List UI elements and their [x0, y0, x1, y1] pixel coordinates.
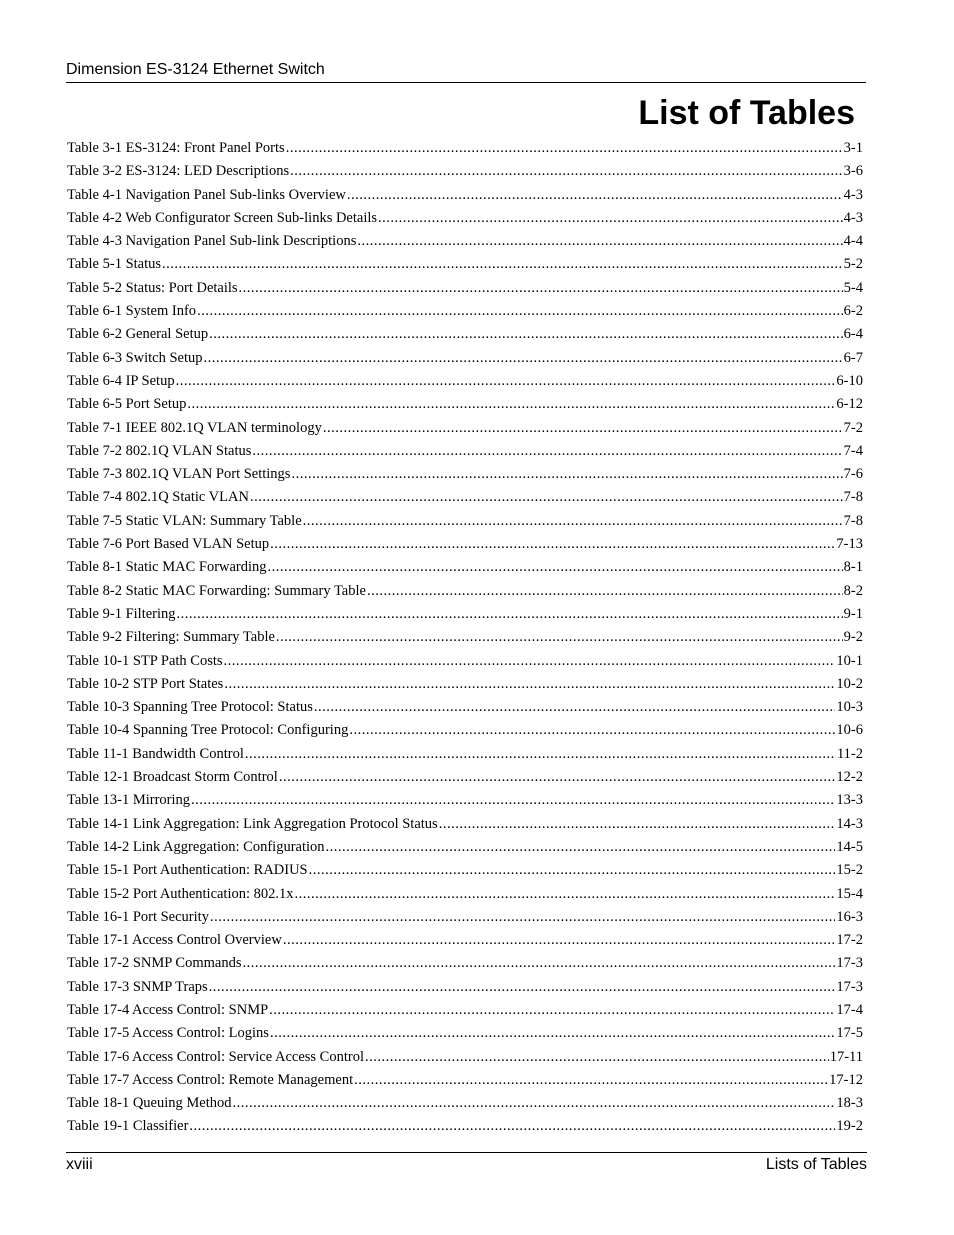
toc-entry-page: 7-6 — [843, 466, 863, 483]
toc-dot-leader — [209, 976, 836, 999]
toc-entry-label: Table 6-5 Port Setup — [67, 396, 187, 413]
page-header — [66, 60, 866, 83]
toc-entry[interactable] — [67, 929, 863, 952]
toc-entry-page: 17-5 — [836, 1025, 863, 1042]
toc-entry-page: 10-1 — [836, 652, 863, 669]
toc-dot-leader — [276, 626, 843, 649]
toc-entry-page: 9-1 — [843, 605, 863, 622]
toc-entry-label: Table 6-3 Switch Setup — [67, 349, 203, 366]
toc-entry-page: 11-2 — [836, 745, 863, 762]
toc-entry-label: Table 17-1 Access Control Overview — [67, 932, 282, 949]
toc-dot-leader — [309, 859, 836, 882]
toc-entry[interactable] — [67, 603, 863, 626]
toc-entry-page: 17-4 — [836, 1001, 863, 1018]
toc-dot-leader — [347, 184, 843, 207]
toc-dot-leader — [233, 1092, 836, 1115]
toc-entry-page: 15-4 — [836, 885, 863, 902]
toc-entry-page: 4-3 — [843, 186, 863, 203]
toc-dot-leader — [245, 743, 836, 766]
toc-entry-page: 10-2 — [836, 675, 863, 692]
toc-entry[interactable] — [67, 184, 863, 207]
toc-entry-label: Table 15-1 Port Authentication: RADIUS — [67, 862, 308, 879]
toc-entry-label: Table 17-2 SNMP Commands — [67, 955, 242, 972]
table-of-contents — [67, 137, 863, 1139]
toc-dot-leader — [268, 556, 843, 579]
toc-dot-leader — [326, 836, 836, 859]
toc-entry-page: 10-3 — [836, 699, 863, 716]
toc-dot-leader — [354, 1069, 828, 1092]
toc-entry-label: Table 6-2 General Setup — [67, 326, 209, 343]
toc-entry[interactable] — [67, 207, 863, 230]
toc-entry-label: Table 9-1 Filtering — [67, 605, 176, 622]
toc-entry[interactable] — [67, 976, 863, 999]
toc-entry-page: 7-4 — [843, 442, 863, 459]
toc-entry-page: 13-3 — [836, 792, 863, 809]
toc-entry-label: Table 17-5 Access Control: Logins — [67, 1025, 269, 1042]
toc-entry-label: Table 6-1 System Info — [67, 303, 197, 320]
toc-entry-page: 14-3 — [836, 815, 863, 832]
toc-entry[interactable] — [67, 323, 863, 346]
toc-entry-label: Table 7-6 Port Based VLAN Setup — [67, 536, 270, 553]
toc-entry-label: Table 9-2 Filtering: Summary Table — [67, 629, 275, 646]
toc-dot-leader — [252, 440, 842, 463]
toc-dot-leader — [250, 486, 843, 509]
toc-dot-leader — [270, 533, 835, 556]
toc-dot-leader — [367, 580, 843, 603]
toc-entry[interactable] — [67, 486, 863, 509]
toc-entry-label: Table 5-1 Status — [67, 256, 162, 273]
toc-entry-page: 16-3 — [836, 908, 863, 925]
toc-entry[interactable] — [67, 277, 863, 300]
toc-entry[interactable] — [67, 417, 863, 440]
toc-dot-leader — [162, 253, 843, 276]
toc-entry-page: 6-4 — [843, 326, 863, 343]
toc-entry[interactable] — [67, 160, 863, 183]
toc-entry-page: 12-2 — [836, 769, 863, 786]
toc-entry-label: Table 19-1 Classifier — [67, 1118, 189, 1135]
toc-dot-leader — [283, 929, 836, 952]
toc-entry[interactable] — [67, 393, 863, 416]
toc-dot-leader — [197, 300, 843, 323]
toc-entry-page: 10-6 — [836, 722, 863, 739]
toc-dot-leader — [209, 323, 843, 346]
toc-entry-label: Table 10-3 Spanning Tree Protocol: Status — [67, 699, 313, 716]
toc-entry-page: 7-8 — [843, 489, 863, 506]
toc-entry-label: Table 11-1 Bandwidth Control — [67, 745, 244, 762]
toc-entry-page: 17-2 — [836, 932, 863, 949]
toc-entry-label: Table 15-2 Port Authentication: 802.1x — [67, 885, 294, 902]
toc-dot-leader — [269, 999, 835, 1022]
page-title: List of Tables — [638, 94, 855, 132]
toc-entry-page: 15-2 — [836, 862, 863, 879]
toc-entry-label: Table 10-2 STP Port States — [67, 675, 224, 692]
toc-entry[interactable] — [67, 999, 863, 1022]
toc-entry[interactable] — [67, 696, 863, 719]
toc-dot-leader — [357, 230, 842, 253]
toc-dot-leader — [191, 789, 835, 812]
toc-dot-leader — [187, 393, 835, 416]
toc-entry[interactable] — [67, 952, 863, 975]
toc-entry-label: Table 3-2 ES-3124: LED Descriptions — [67, 163, 290, 180]
toc-entry-page: 17-3 — [836, 978, 863, 995]
toc-entry-page: 7-13 — [836, 536, 863, 553]
toc-entry[interactable] — [67, 719, 863, 742]
toc-dot-leader — [224, 673, 835, 696]
toc-entry-label: Table 7-2 802.1Q VLAN Status — [67, 442, 252, 459]
toc-entry[interactable] — [67, 440, 863, 463]
toc-entry[interactable] — [67, 789, 863, 812]
toc-entry-label: Table 10-4 Spanning Tree Protocol: Configuring — [67, 722, 349, 739]
toc-entry-page: 8-2 — [843, 582, 863, 599]
toc-entry[interactable] — [67, 370, 863, 393]
toc-entry-page: 3-6 — [843, 163, 863, 180]
toc-entry-page: 7-2 — [843, 419, 863, 436]
toc-entry-page: 8-1 — [843, 559, 863, 576]
footer-page-number: xviii — [66, 1156, 93, 1173]
toc-dot-leader — [176, 370, 836, 393]
toc-entry-page: 7-8 — [843, 512, 863, 529]
toc-entry-label: Table 7-3 802.1Q VLAN Port Settings — [67, 466, 291, 483]
toc-entry[interactable] — [67, 813, 863, 836]
toc-entry[interactable] — [67, 253, 863, 276]
toc-entry-label: Table 16-1 Port Security — [67, 908, 209, 925]
toc-entry[interactable] — [67, 230, 863, 253]
toc-entry-page: 4-3 — [843, 209, 863, 226]
toc-dot-leader — [323, 417, 843, 440]
toc-entry[interactable] — [67, 300, 863, 323]
toc-entry[interactable] — [67, 743, 863, 766]
toc-entry-label: Table 10-1 STP Path Costs — [67, 652, 223, 669]
toc-dot-leader — [177, 603, 843, 626]
toc-entry-page: 18-3 — [836, 1095, 863, 1112]
toc-entry[interactable] — [67, 1022, 863, 1045]
toc-entry[interactable] — [67, 836, 863, 859]
toc-dot-leader — [189, 1115, 835, 1138]
toc-entry-page: 17-3 — [836, 955, 863, 972]
toc-entry-label: Table 17-4 Access Control: SNMP — [67, 1001, 269, 1018]
toc-entry-label: Table 14-2 Link Aggregation: Configuration — [67, 838, 325, 855]
toc-entry[interactable] — [67, 859, 863, 882]
toc-entry-page: 9-2 — [843, 629, 863, 646]
toc-entry-page: 6-12 — [836, 396, 863, 413]
toc-entry-label: Table 13-1 Mirroring — [67, 792, 191, 809]
toc-dot-leader — [224, 650, 836, 673]
toc-entry[interactable] — [67, 556, 863, 579]
toc-entry[interactable] — [67, 673, 863, 696]
toc-dot-leader — [295, 883, 836, 906]
toc-entry-page: 5-4 — [843, 279, 863, 296]
toc-entry-label: Table 7-4 802.1Q Static VLAN — [67, 489, 249, 506]
toc-entry-page: 17-12 — [829, 1071, 863, 1088]
toc-entry-page: 4-4 — [843, 233, 863, 250]
toc-entry-label: Table 14-1 Link Aggregation: Link Aggregation Protocol Status — [67, 815, 438, 832]
toc-entry-label: Table 7-1 IEEE 802.1Q VLAN terminology — [67, 419, 322, 436]
toc-entry[interactable] — [67, 533, 863, 556]
toc-entry[interactable] — [67, 883, 863, 906]
toc-entry[interactable] — [67, 1092, 863, 1115]
toc-entry[interactable] — [67, 463, 863, 486]
toc-dot-leader — [242, 952, 835, 975]
toc-entry-label: Table 8-2 Static MAC Forwarding: Summary Table — [67, 582, 366, 599]
toc-dot-leader — [378, 207, 843, 230]
toc-entry[interactable] — [67, 766, 863, 789]
toc-entry-label: Table 6-4 IP Setup — [67, 372, 175, 389]
toc-entry-page: 5-2 — [843, 256, 863, 273]
toc-entry-label: Table 17-3 SNMP Traps — [67, 978, 208, 995]
toc-entry-label: Table 12-1 Broadcast Storm Control — [67, 769, 278, 786]
toc-dot-leader — [210, 906, 835, 929]
toc-dot-leader — [204, 347, 843, 370]
toc-entry-page: 14-5 — [836, 838, 863, 855]
toc-dot-leader — [365, 1046, 829, 1069]
product-name: Dimension ES-3124 Ethernet Switch — [66, 61, 325, 78]
toc-entry-page: 6-10 — [836, 372, 863, 389]
toc-dot-leader — [286, 137, 843, 160]
toc-entry-label: Table 5-2 Status: Port Details — [67, 279, 238, 296]
toc-entry-label: Table 4-3 Navigation Panel Sub-link Descriptions — [67, 233, 357, 250]
toc-entry-label: Table 18-1 Queuing Method — [67, 1095, 232, 1112]
toc-entry[interactable] — [67, 906, 863, 929]
toc-entry[interactable] — [67, 1069, 863, 1092]
toc-entry-label: Table 3-1 ES-3124: Front Panel Ports — [67, 140, 285, 156]
toc-dot-leader — [290, 160, 843, 183]
toc-entry[interactable] — [67, 580, 863, 603]
toc-entry[interactable] — [67, 347, 863, 370]
toc-dot-leader — [279, 766, 836, 789]
toc-entry[interactable] — [67, 137, 863, 160]
toc-entry[interactable] — [67, 626, 863, 649]
toc-entry-label: Table 4-1 Navigation Panel Sub-links Overview — [67, 186, 346, 203]
toc-entry[interactable] — [67, 510, 863, 533]
toc-entry[interactable] — [67, 650, 863, 673]
toc-entry-page: 17-11 — [829, 1048, 863, 1065]
toc-entry-page: 3-1 — [843, 140, 863, 156]
toc-dot-leader — [349, 719, 835, 742]
page-footer — [66, 1152, 867, 1175]
toc-entry-label: Table 8-1 Static MAC Forwarding — [67, 559, 267, 576]
toc-dot-leader — [314, 696, 836, 719]
toc-entry-label: Table 7-5 Static VLAN: Summary Table — [67, 512, 302, 529]
toc-entry[interactable] — [67, 1115, 863, 1138]
footer-section-name: Lists of Tables — [765, 1156, 867, 1173]
toc-entry-page: 19-2 — [836, 1118, 863, 1135]
toc-entry-label: Table 17-7 Access Control: Remote Management — [67, 1071, 354, 1088]
toc-dot-leader — [291, 463, 842, 486]
toc-dot-leader — [303, 510, 843, 533]
toc-dot-leader — [239, 277, 843, 300]
toc-dot-leader — [439, 813, 836, 836]
toc-entry[interactable] — [67, 1046, 863, 1069]
toc-entry-label: Table 4-2 Web Configurator Screen Sub-links Details — [67, 209, 378, 226]
toc-entry-label: Table 17-6 Access Control: Service Access Control — [67, 1048, 364, 1065]
toc-entry-page: 6-7 — [843, 349, 863, 366]
toc-entry-page: 6-2 — [843, 303, 863, 320]
toc-dot-leader — [270, 1022, 835, 1045]
